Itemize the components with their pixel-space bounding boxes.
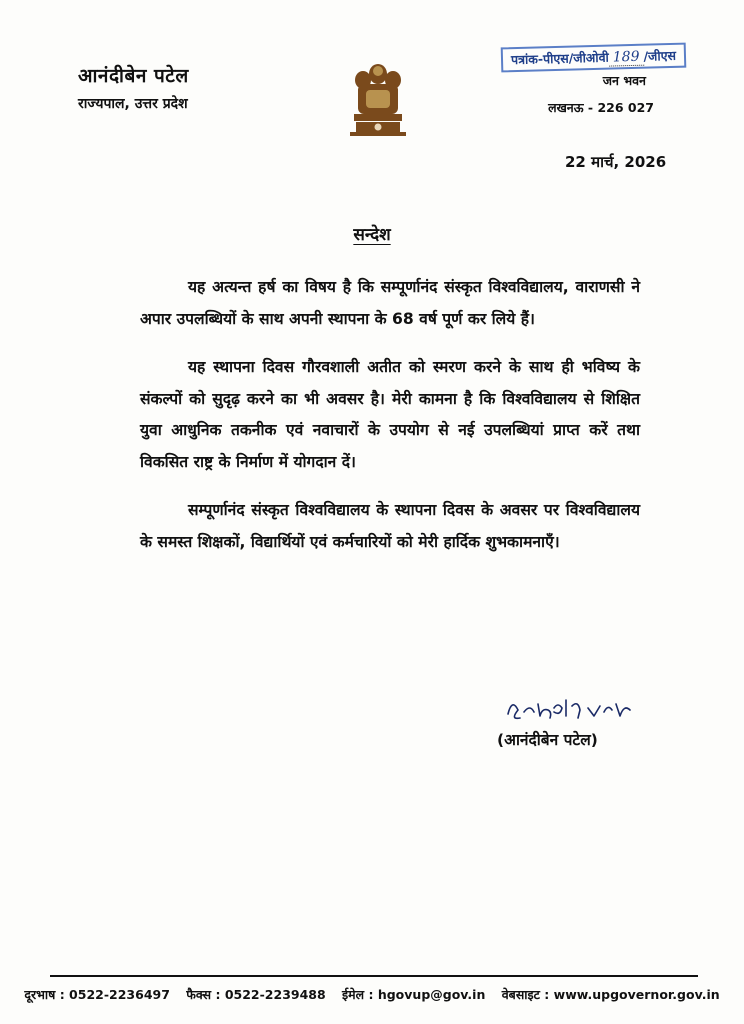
footer-divider — [50, 975, 698, 977]
state-emblem-icon — [338, 58, 418, 154]
message-paragraph: सम्पूर्णानंद संस्कृत विश्वविद्यालय के स्थापना दिवस के अवसर पर विश्वविद्यालय के समस्त शिक्षकों, विद्यार्थियों एवं कर्मचारियों को मेरी हार्दिक शुभकामनाएँ। — [140, 501, 640, 551]
footer-email[interactable]: ईमेल : hgovup@gov.in — [342, 987, 486, 1002]
sender-name: आनंदीबेन पटेल — [78, 65, 189, 87]
message-body — [140, 272, 640, 575]
footer-contact — [0, 986, 744, 1003]
message-paragraph: यह स्थापना दिवस गौरवशाली अतीत को स्मरण करने के साथ ही भविष्य के संकल्पों को सुदृढ़ करने का भी अवसर है। मेरी कामना है कि विश्वविद्यालय से शिक्षित युवा आधुनिक तकनीक एवं नवाचारों के उपयोग से नई उपलब्धियां प्राप्त करें तथा विकसित राष्ट्र के निर्माण में योगदान दें। — [140, 358, 640, 471]
message-paragraph: यह अत्यन्त हर्ष का विषय है कि सम्पूर्णानंद संस्कृत विश्वविद्यालय, वाराणसी ने अपार उपलब्धियों के साथ अपनी स्थापना के 68 वर्ष पूर्ण कर लिये हैं। — [140, 278, 640, 328]
reference-prefix: पत्रांक-पीएस/जीओवी — [510, 49, 610, 68]
footer-phone: दूरभाष : 0522-2236497 — [24, 987, 170, 1002]
office-address: जन भवन — [602, 73, 646, 88]
reference-number: 189 — [609, 49, 644, 67]
letter-date: 22 मार्च, 2026 — [565, 153, 667, 171]
reference-suffix: /जीएस — [643, 47, 677, 64]
sender-block — [78, 62, 189, 113]
signatory-name: (आनंदीबेन पटेल) — [497, 731, 598, 749]
reference-stamp — [501, 43, 687, 73]
reference-block — [501, 45, 686, 116]
sender-title: राज्यपाल, उत्तर प्रदेश — [78, 96, 188, 112]
footer-website[interactable]: वेबसाइट : www.upgovernor.gov.in — [501, 987, 720, 1002]
handwritten-signature — [500, 690, 650, 726]
message-title-wrap — [0, 222, 744, 245]
footer-fax: फैक्स : 0522-2239488 — [186, 987, 326, 1002]
message-title: सन्देश — [353, 225, 391, 245]
city-pin: लखनऊ - 226 027 — [548, 100, 654, 115]
